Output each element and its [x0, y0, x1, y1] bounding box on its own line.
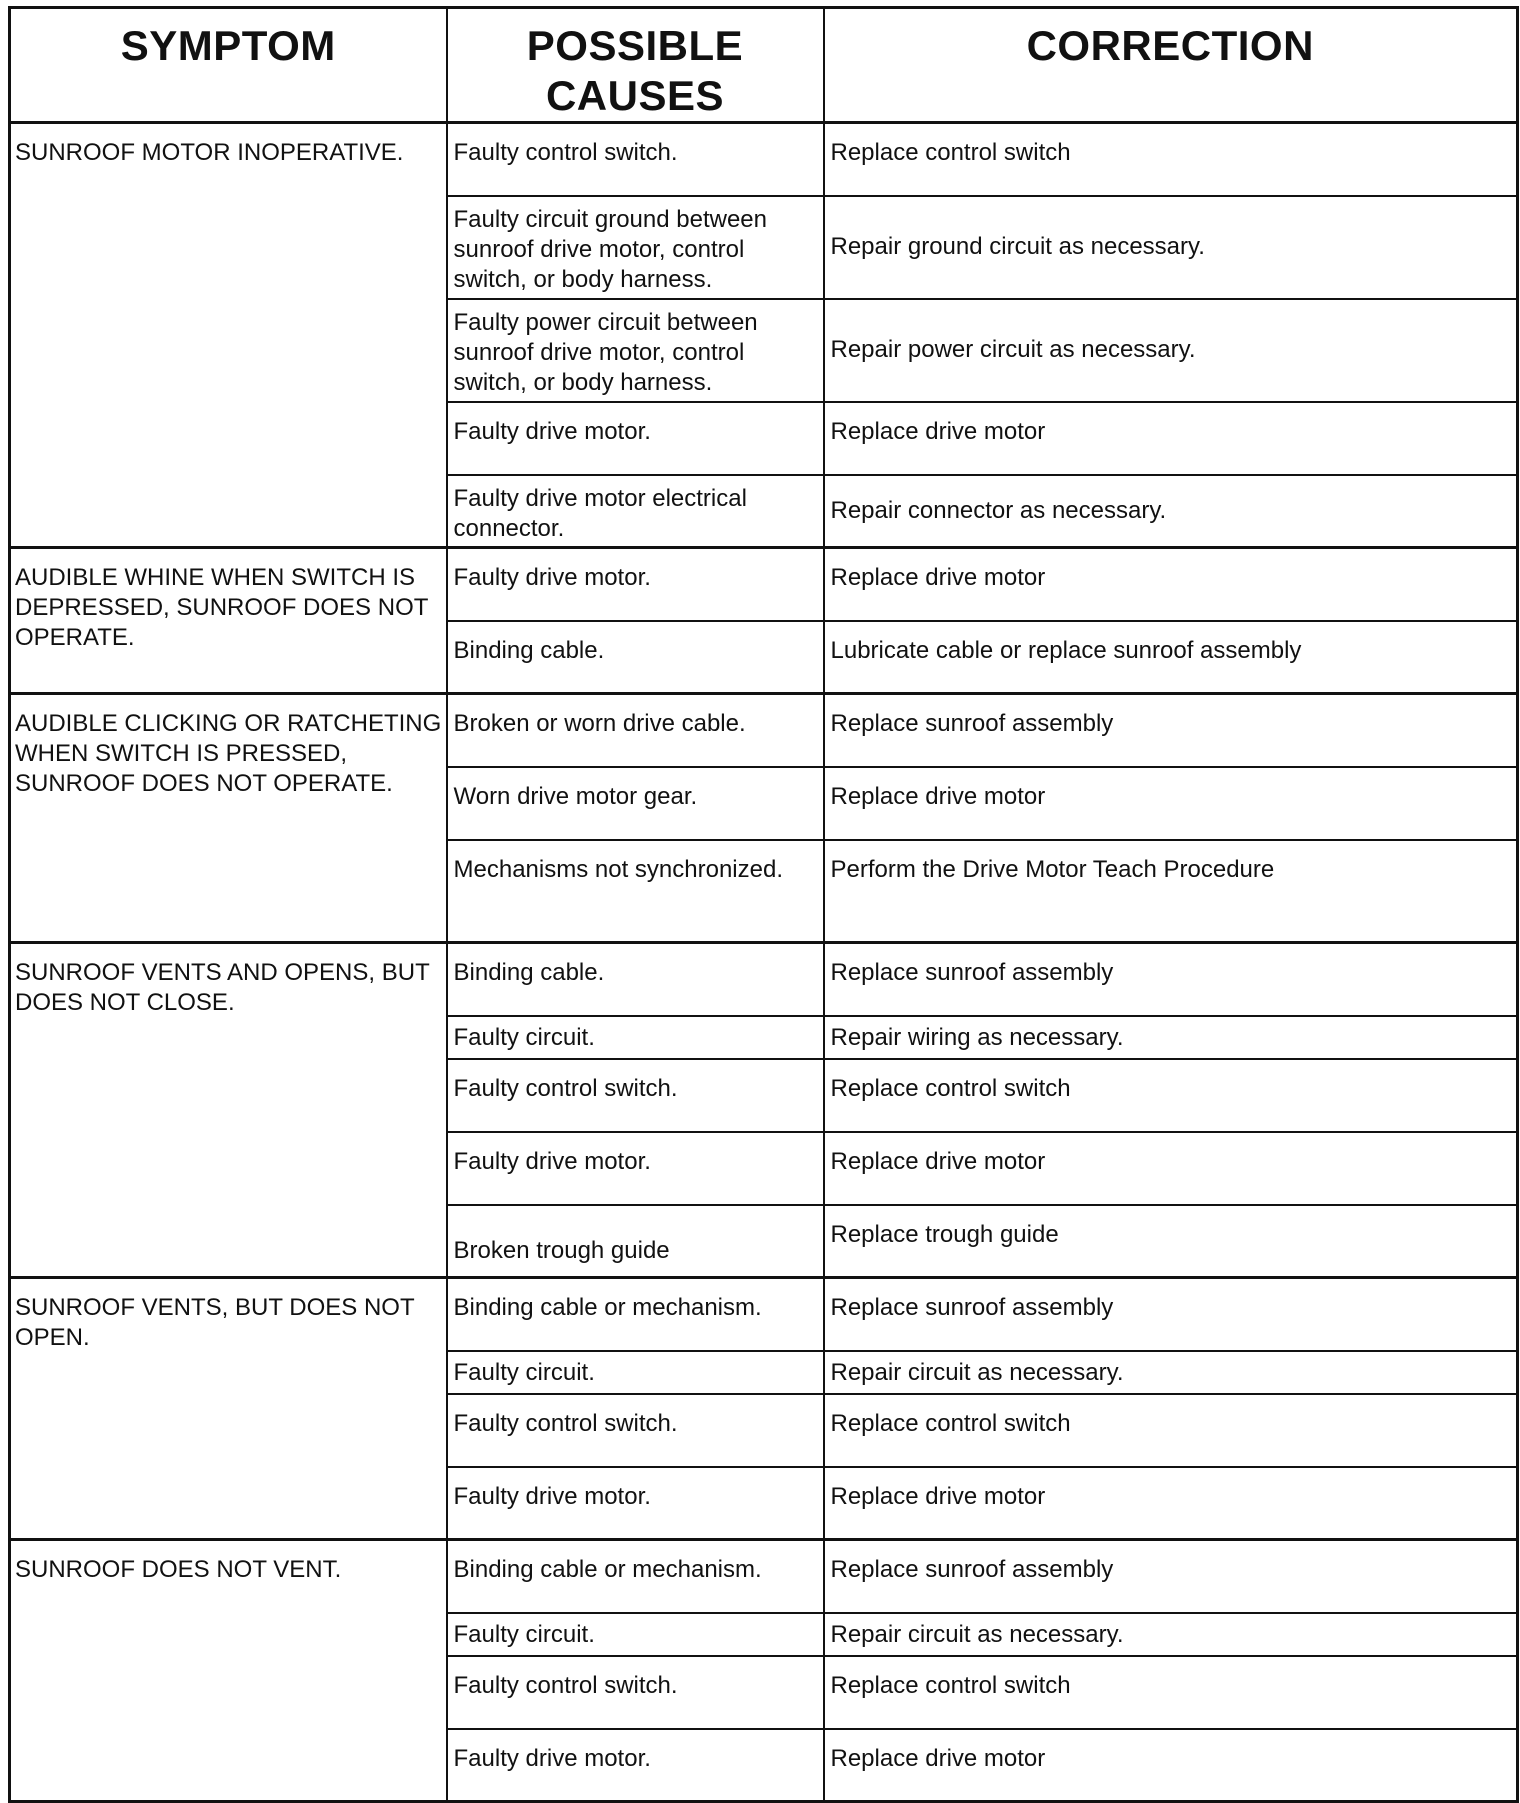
- correction-cell: Replace drive motor: [824, 1132, 1518, 1205]
- correction-cell: Replace drive motor: [824, 548, 1518, 621]
- cause-cell: Broken trough guide: [447, 1205, 824, 1278]
- cause-cell: Faulty drive motor.: [447, 1729, 824, 1802]
- header-symptom: SYMPTOM: [10, 8, 447, 123]
- header-correction: CORRECTION: [824, 8, 1518, 123]
- correction-cell: Replace control switch: [824, 123, 1518, 196]
- cause-cell: Faulty control switch.: [447, 1656, 824, 1729]
- correction-cell: Replace sunroof assembly: [824, 694, 1518, 767]
- correction-cell: Replace control switch: [824, 1656, 1518, 1729]
- correction-cell: Replace trough guide: [824, 1205, 1518, 1278]
- cause-cell: Binding cable.: [447, 943, 824, 1016]
- correction-cell: Replace sunroof assembly: [824, 943, 1518, 1016]
- symptom-cell: SUNROOF DOES NOT VENT.: [10, 1540, 447, 1802]
- correction-cell: Repair circuit as necessary.: [824, 1351, 1518, 1394]
- correction-cell: Repair power circuit as necessary.: [824, 299, 1518, 402]
- correction-cell: Perform the Drive Motor Teach Procedure: [824, 840, 1518, 943]
- cause-cell: Faulty drive motor electrical connector.: [447, 475, 824, 548]
- cause-cell: Faulty control switch.: [447, 1394, 824, 1467]
- correction-cell: Repair connector as necessary.: [824, 475, 1518, 548]
- table-row: [10, 943, 1518, 1016]
- cause-cell: Faulty drive motor.: [447, 1467, 824, 1540]
- correction-cell: Repair wiring as necessary.: [824, 1016, 1518, 1059]
- header-possible-causes: [447, 8, 824, 123]
- header-row: [10, 8, 1518, 123]
- correction-cell: Repair circuit as necessary.: [824, 1613, 1518, 1656]
- cause-cell: Faulty drive motor.: [447, 548, 824, 621]
- cause-cell: Faulty circuit.: [447, 1351, 824, 1394]
- table-row: [10, 123, 1518, 196]
- cause-cell: Faulty circuit ground between sunroof drive motor, control switch, or body harness.: [447, 196, 824, 299]
- correction-cell: Replace sunroof assembly: [824, 1540, 1518, 1613]
- correction-cell: Repair ground circuit as necessary.: [824, 196, 1518, 299]
- correction-cell: Replace sunroof assembly: [824, 1278, 1518, 1351]
- cause-cell: Faulty control switch.: [447, 1059, 824, 1132]
- symptom-cell: AUDIBLE WHINE WHEN SWITCH IS DEPRESSED, SUNROOF DOES NOT OPERATE.: [10, 548, 447, 694]
- diagnosis-table: [8, 6, 1519, 1803]
- correction-cell: Replace control switch: [824, 1059, 1518, 1132]
- table-row: [10, 1278, 1518, 1351]
- correction-cell: Lubricate cable or replace sunroof assembly: [824, 621, 1518, 694]
- cause-cell: Worn drive motor gear.: [447, 767, 824, 840]
- table-row: [10, 1540, 1518, 1613]
- cause-cell: Mechanisms not synchronized.: [447, 840, 824, 943]
- cause-cell: Faulty power circuit between sunroof drive motor, control switch, or body harness.: [447, 299, 824, 402]
- cause-cell: Faulty circuit.: [447, 1016, 824, 1059]
- symptom-cell: SUNROOF VENTS AND OPENS, BUT DOES NOT CLOSE.: [10, 943, 447, 1278]
- cause-cell: Faulty circuit.: [447, 1613, 824, 1656]
- symptom-cell: SUNROOF MOTOR INOPERATIVE.: [10, 123, 447, 548]
- correction-cell: Replace drive motor: [824, 767, 1518, 840]
- header-causes-text: POSSIBLE CAUSES: [526, 22, 744, 119]
- cause-cell: Faulty control switch.: [447, 123, 824, 196]
- correction-cell: Replace drive motor: [824, 1729, 1518, 1802]
- cause-cell: Binding cable or mechanism.: [447, 1540, 824, 1613]
- cause-cell: Faulty drive motor.: [447, 1132, 824, 1205]
- correction-cell: Replace drive motor: [824, 1467, 1518, 1540]
- cause-cell: Broken or worn drive cable.: [447, 694, 824, 767]
- cause-cell: Binding cable or mechanism.: [447, 1278, 824, 1351]
- cause-cell: Binding cable.: [447, 621, 824, 694]
- symptom-cell: AUDIBLE CLICKING OR RATCHETING WHEN SWITCH IS PRESSED, SUNROOF DOES NOT OPERATE.: [10, 694, 447, 943]
- table-row: [10, 548, 1518, 621]
- table-row: [10, 694, 1518, 767]
- cause-cell: Faulty drive motor.: [447, 402, 824, 475]
- symptom-cell: SUNROOF VENTS, BUT DOES NOT OPEN.: [10, 1278, 447, 1540]
- correction-cell: Replace drive motor: [824, 402, 1518, 475]
- correction-cell: Replace control switch: [824, 1394, 1518, 1467]
